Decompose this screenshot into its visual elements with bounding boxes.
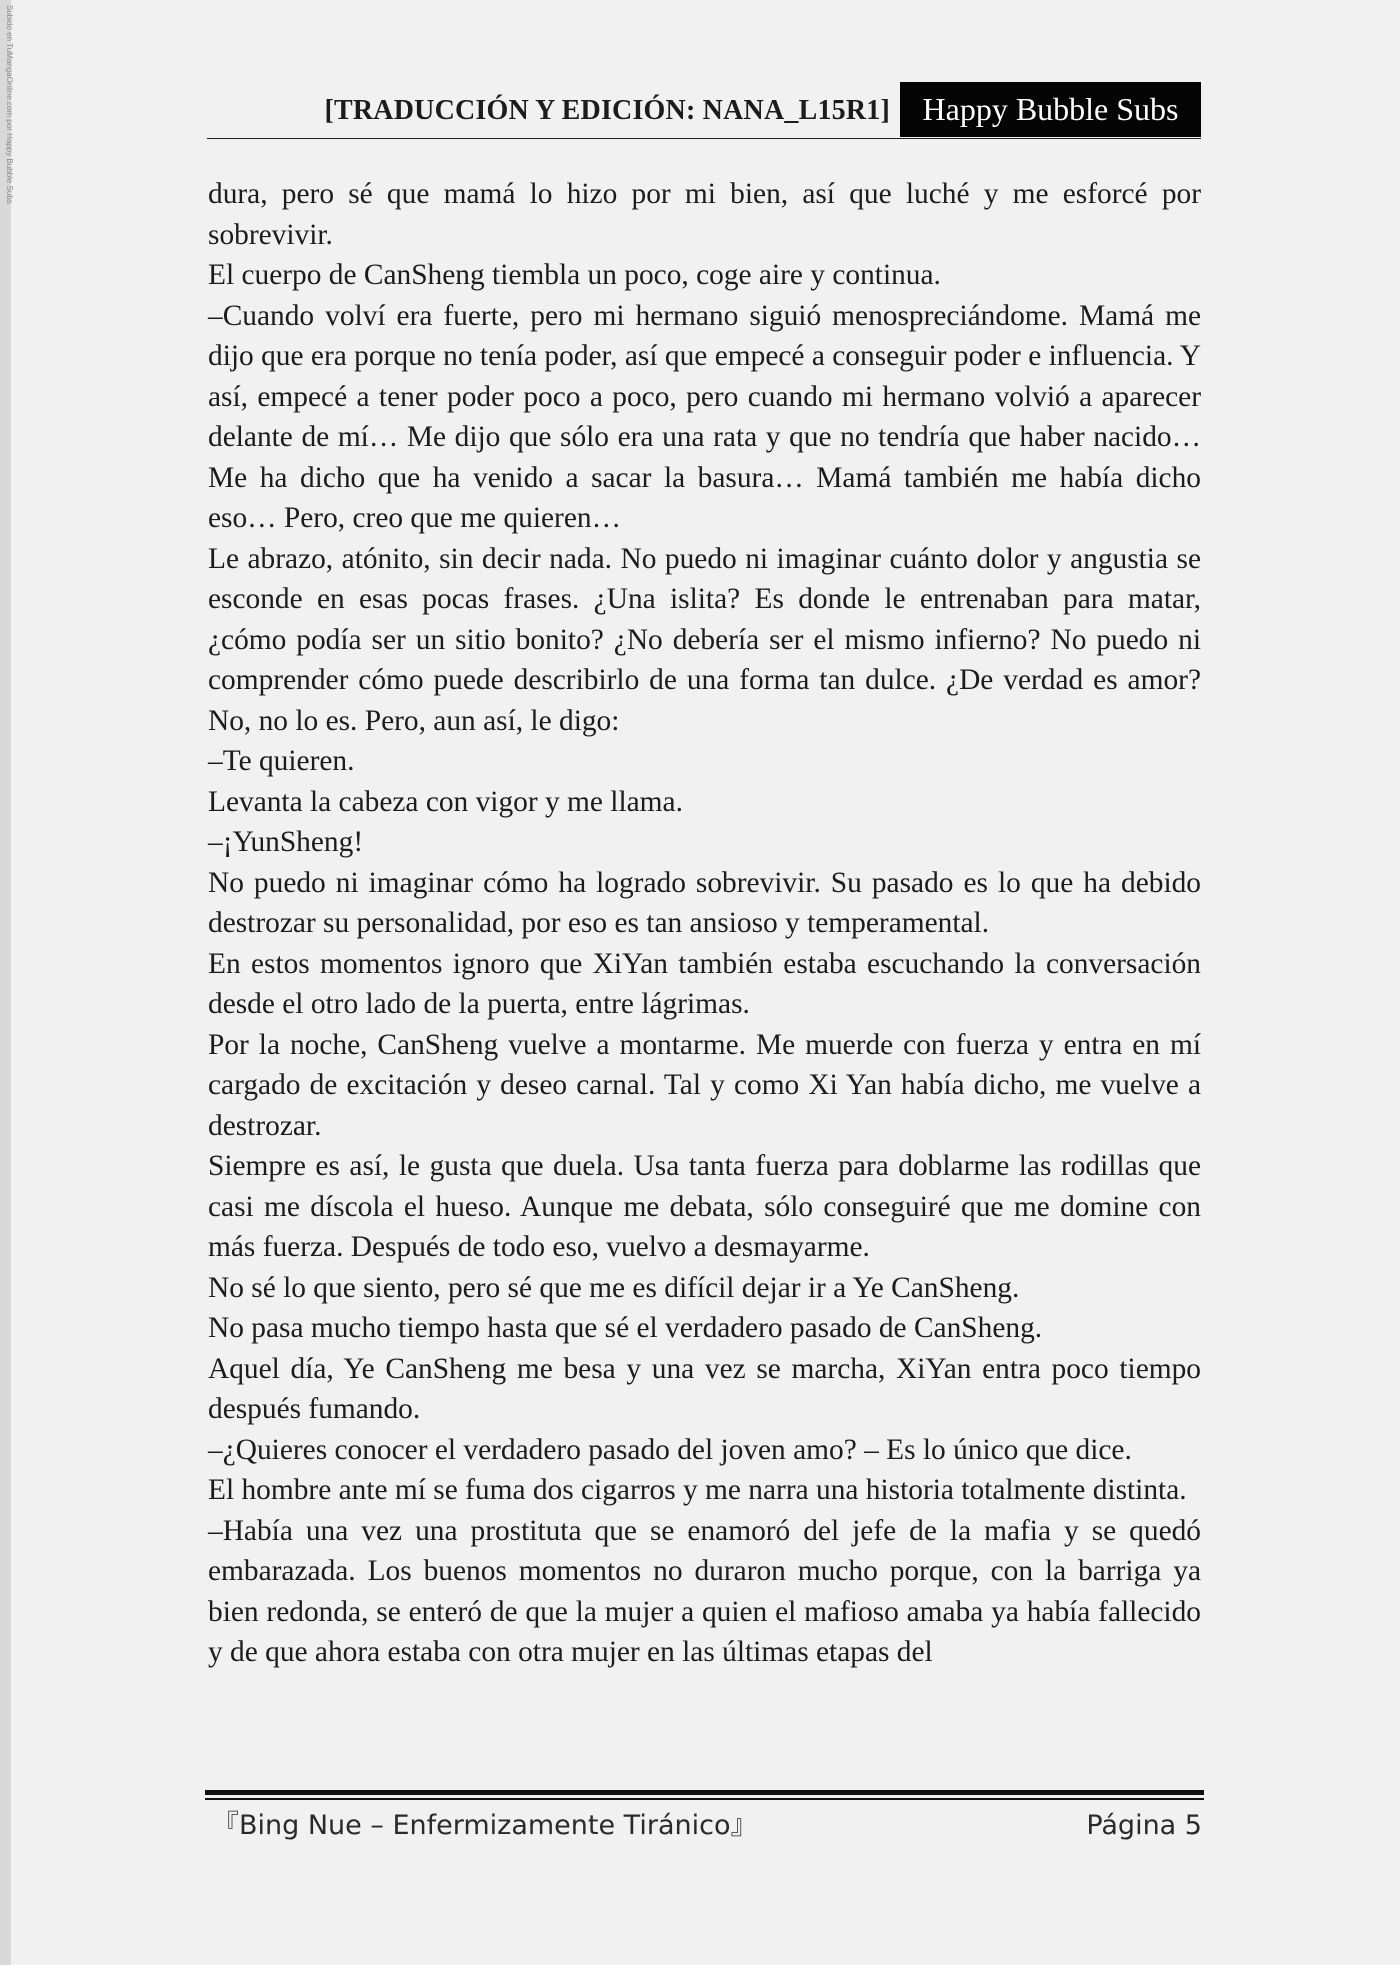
page-footer — [212, 1806, 1202, 1846]
paragraph: En estos momentos ignoro que XiYan también estaba escuchando la conversación desde el otro lado de la puerta, entre lágrimas. — [208, 947, 1201, 1020]
book-title: 『Bing Nue – Enfermizamente Tiránico』 — [212, 1810, 758, 1841]
page-number: Página 5 — [1086, 1810, 1202, 1841]
paragraph: Le abrazo, atónito, sin decir nada. No puedo ni imaginar cuánto dolor y angustia se esconde en esas pocas frases. ¿Una islita? Es donde le entrenaban para matar, ¿cómo podía ser un sitio bonito? ¿No debería ser el mismo infierno? No puedo ni comprender cómo puede describirlo de una forma tan dulce. ¿De verdad es amor? No, no lo es. Pero, aun así, le digo: — [208, 542, 1201, 737]
paragraph: –¡YunSheng! — [208, 826, 364, 858]
page-body — [208, 174, 1201, 1673]
translation-credit: [TRADUCCIÓN Y EDICIÓN: NANA_L15R1] — [324, 95, 890, 126]
paragraph: No sé lo que siento, pero sé que me es difícil dejar ir a Ye CanSheng. — [208, 1271, 1020, 1304]
footer-rule-thin — [205, 1798, 1204, 1800]
paragraph: El cuerpo de CanSheng tiembla un poco, coge aire y continua. — [208, 259, 941, 291]
paragraph: –Te quieren. — [208, 745, 355, 777]
left-margin-strip — [0, 0, 14, 1965]
paragraph: No pasa mucho tiempo hasta que sé el verdadero pasado de CanSheng. — [208, 1312, 1043, 1344]
paragraph: Aquel día, Ye CanSheng me besa y una vez se marcha, XiYan entra poco tiempo después fumando. — [208, 1352, 1201, 1425]
side-watermark: Subido en TuMangaOnline.com por Happy Bubble Subs — [5, 5, 14, 204]
paragraph: –Cuando volví era fuerte, pero mi hermano siguió menospreciándome. Mamá me dijo que era porque no tenía poder, así que empecé a conseguir poder e influencia. Y así, empecé a tener poder poco a poco, pero cuando mi hermano volvió a aparecer delante de mí… Me dijo que sólo era una rata y que no tendría que haber nacido… Me ha dicho que ha venido a sacar la basura… Mamá también me había dicho eso… Pero, creo que me quieren… — [208, 299, 1201, 534]
paragraph: El hombre ante mí se fuma dos cigarros y me narra una historia totalmente distinta. — [208, 1474, 1187, 1506]
page-header — [207, 82, 1201, 139]
paragraph: dura, pero sé que mamá lo hizo por mi bien, así que luché y me esforcé por sobrevivir. — [208, 178, 1201, 251]
paragraph: No puedo ni imaginar cómo ha logrado sobrevivir. Su pasado es lo que ha debido destrozar su personalidad, por eso es tan ansioso y temperamental. — [208, 866, 1201, 939]
group-brand-label: Happy Bubble Subs — [900, 82, 1201, 137]
footer-divider — [205, 1790, 1204, 1800]
paragraph: Levanta la cabeza con vigor y me llama. — [208, 785, 683, 818]
footer-rule-thick — [205, 1790, 1204, 1795]
paragraph: –Había una vez una prostituta que se enamoró del jefe de la mafia y se quedó embarazada. Los buenos momentos no duraron mucho porque, con la barriga ya bien redonda, se enteró de que la mujer a quien el mafioso amaba ya había fallecido y de que ahora estaba con otra mujer en las últimas etapas del — [208, 1514, 1201, 1668]
paragraph: Siempre es así, le gusta que duela. Usa tanta fuerza para doblarme las rodillas que casi me díscola el hueso. Aunque me debata, sólo conseguiré que me domine con más fuerza. Después de todo eso, vuelvo a desmayarme. — [208, 1150, 1201, 1263]
paragraph: –¿Quieres conocer el verdadero pasado del joven amo? – Es lo único que dice. — [208, 1433, 1132, 1466]
paragraph: Por la noche, CanSheng vuelve a montarme. Me muerde con fuerza y entra en mí cargado de excitación y deseo carnal. Tal y como Xi Yan había dicho, me vuelve a destrozar. — [208, 1028, 1201, 1142]
